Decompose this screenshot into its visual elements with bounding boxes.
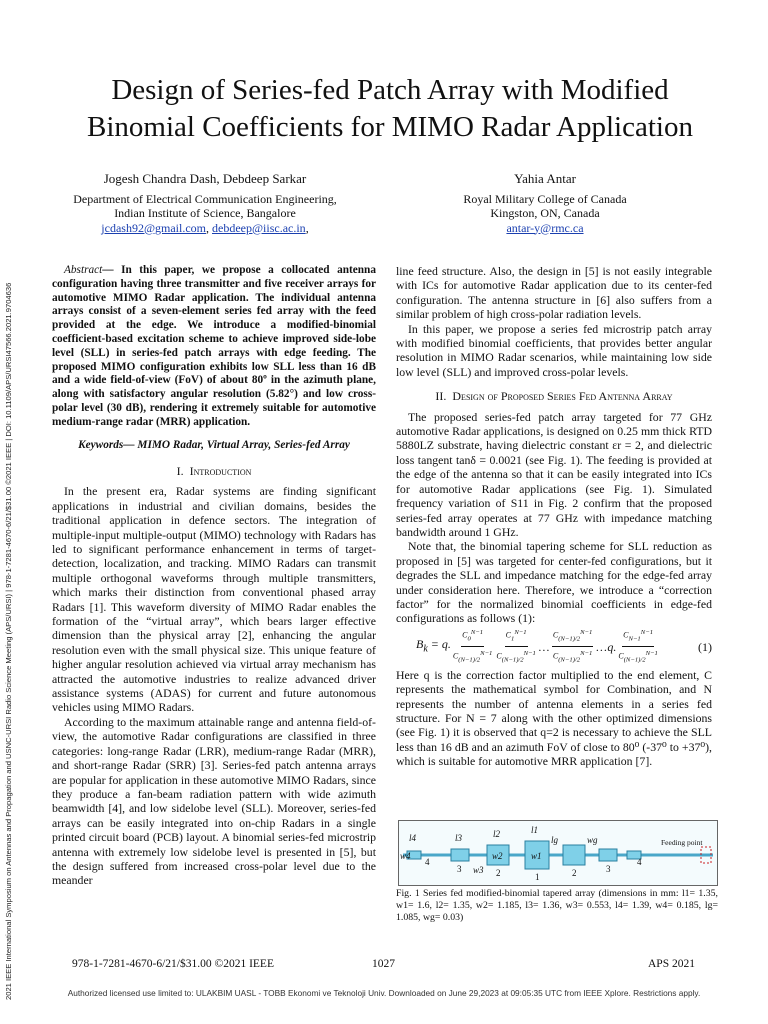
section-1-heading	[52, 464, 376, 478]
element-label-1: 4	[425, 857, 430, 867]
keywords: Keywords— MIMO Radar, Virtual Array, Series-fed Array	[78, 438, 350, 451]
abstract-label: Abstract	[64, 264, 103, 276]
footer-left: 978-1-7281-4670-6/21/$31.00 ©2021 IEEE	[72, 958, 274, 970]
figure-1	[398, 820, 718, 886]
author-inst-2: Royal Military College of Canada	[463, 191, 627, 206]
author-names-2: Yahia Antar	[514, 171, 576, 186]
abstract	[52, 264, 376, 430]
section-2-paragraph-2: Note that, the binomial tapering scheme for SLL reduction as proposed in [5] was targeted for center-fed configurations, but it degrades the SLL and impedance matching for the edge-fed array under consideration here. Therefore, we introduce a “correction factor” for the normalized binomial coefficients in edge-fed configurations as follows (1):	[396, 539, 712, 626]
email-link-3[interactable]: antar-y@rmc.ca	[506, 220, 584, 235]
series-fed-array-diagram	[399, 821, 717, 885]
eq-frac-4: $\frac{C_{N-1}^{N-1}}{C_{(N-1)/2}^{N-1}}$	[618, 626, 657, 668]
section-1-title: Introduction	[189, 463, 252, 478]
intro-paragraph-2: According to the maximum attainable range and antenna field-of-view, the automotive Radar configurations are classified in three categories: long-range Radar (LRR), medium-range Radar (MRR), and short-range Radar (SRR) [3]. Series-fed patch antenna arrays are popular for application in these automotive MIMO Radars, since they produce a fan-beam radiation pattern with wide azimuth beamwidth [4], and low sidelobe level (SLL). Moreover, series-fed arrays can be easily integrated into on-chip Radars in a single printed circuit board (PCB) layout. A binomial series-fed microstrip antenna with extremely low sidelobe level is presented in [5], but the design suffered from increased cross-polar level due to the meander	[52, 714, 376, 888]
title-line-2: Binomial Coefficients for MIMO Radar Application	[87, 111, 693, 143]
license-note: Authorized licensed use limited to: ULAKBIM UASL - TOBB Ekonomi ve Teknoloji Univ. Downloaded on June 29,2023 at 09:05:35 UTC from IEEE Xplore. Restrictions apply.	[67, 988, 701, 998]
element-label-4: 1	[535, 872, 540, 882]
element-label-3: 2	[496, 868, 501, 878]
doi-sidebar-text: 2021 IEEE International Symposium on Antennas and Propagation and USNC-URSI Radio Science Meeting (APS/URSI) | 978-1-7281-4670-6/21/$31.00 ©2021 IEEE | DOI: 10.1109/APS/URSI47566.2021.9704636	[4, 282, 13, 1000]
label-w4: w4	[400, 851, 411, 861]
email-separator: ,	[206, 220, 212, 235]
left-column	[52, 264, 376, 888]
email-link-2[interactable]: debdeep@iisc.ac.in	[212, 220, 306, 235]
figure-1-caption: Fig. 1 Series fed modified-binomial tapered array (dimensions in mm: l1= 1.35, w1= 1.6, l2= 1.35, w2= 1.185, l3= 1.36, w3= 0.553, l4= 1.39, w4= 0.185, lg= 1.085, wg= 0.03)	[396, 888, 718, 923]
author-block-2	[420, 172, 670, 235]
abstract-text: — In this paper, we propose a collocated antenna configuration having three transmitter and five receiver arrays for automotive MIMO Radar application. The individual antenna arrays consist of a seven-element series fed array with the feed provided at the edge. We introduce a modified-binomial coefficient-based excitation scheme to achieve improved side-lobe level (SLL) in series-fed patch arrays with edge feeding. The proposed MIMO configuration exhibits low SLL less than 16 dB and a wide field-of-view (FoV) of about 80º in the azimuth plane, along with satisfactory angular resolution (5.82°) and low cross-polar level (30 dB), rendering it extremely suitable for automotive medium-range radar (MRR) application.	[52, 264, 376, 428]
label-l1: l1	[531, 825, 539, 835]
label-l3: l3	[455, 833, 463, 843]
element-label-5: 2	[572, 868, 577, 878]
right-paragraph-2: In this paper, we propose a series fed microstrip patch array with modified binomial coefficients, that provides better angular resolution in MIMO Radar scenarios, while maintaining low side low level (SLL) and improved cross-polar levels.	[396, 321, 712, 379]
label-wg: wg	[587, 835, 598, 845]
eq-b: B	[416, 636, 424, 651]
element-label-2: 3	[457, 864, 462, 874]
section-2-paragraph-1: The proposed series-fed patch array targeted for 77 GHz automotive Radar applications, is designed on 0.25 mm thick RTD 5880LZ substrate, having dielectric constant εr = 2, and dielectric loss tangent tanδ = 0.0021 (see Fig. 1). The feeding is provided at the edge of the antenna so that it can be easily integrated into ICs for automotive Radar applications (see Fig. 1). Simulated frequency variation of S11 in Fig. 2 confirm that the proposed series-fed array operates at 77 GHz with impedance matching bandwidth around 1 GHz.	[396, 409, 712, 539]
eq-k: k	[423, 643, 428, 655]
section-1-number: I.	[176, 463, 184, 478]
intro-paragraph-1: In the present era, Radar systems are finding significant applications in industrial and civilian domains, besides the traditional application in defence sectors. The integration of multiple-input multiple-output (MIMO) technology with Radars has led to significant performance enhancement in terms of target-detection, localization, and tracking. MIMO Radars can transmit multiple orthogonal waveforms through multiple transmitters, which marks their distinction from conventional phased array Radars [1]. This waveform diversity of MIMO Radar enables the formation of the “virtual array”, which bears larger effective dimension than the physical array [2], enhancing the angular resolution even with the small physical size. This unique feature of higher angular resolution achieved via virtual array mechanism has attracted the automotive industries to realize advanced driver assistance systems (ADAS) for current and future autonomous vehicles using MIMO Radars.	[52, 484, 376, 715]
author-emails-2	[420, 221, 670, 236]
footer-page-number: 1027	[372, 958, 395, 970]
label-w2: w2	[492, 851, 503, 861]
section-2-paragraph-3: Here q is the correction factor multiplied to the end element, C represents the mathematical symbol for Combination, and N represents the number of antenna elements in a series fed structure. For N = 7 along with the other optimized dimensions (see Fig. 1) it is observed that q=2 is necessary to achieve the SLL less than 16 dB and an azimuth FoV of close to 80⁰ (-37⁰ to +37⁰), which is suitable for automotive MRR application [7].	[396, 667, 712, 769]
section-2-title: Design of Proposed Series Fed Antenna Array	[452, 389, 673, 404]
eq-frac-3: $\frac{C_{(N-1)/2}^{N-1}}{C_{(N-1)/2}^{N-1}}$	[552, 626, 593, 668]
patch-3-left	[451, 849, 469, 861]
feeding-point-label: Feeding point	[661, 838, 703, 847]
element-label-7: 4	[637, 857, 642, 867]
label-l2: l2	[493, 829, 501, 839]
section-2-number: II.	[435, 389, 447, 404]
author-dept-1: Department of Electrical Communication Engineering,	[73, 191, 337, 206]
patch-3-right	[599, 849, 617, 861]
footer-right: APS 2021	[648, 958, 695, 970]
right-column	[396, 264, 712, 769]
author-emails-1	[40, 221, 370, 236]
email-trail: ,	[305, 220, 309, 235]
eq-q: q	[441, 636, 448, 651]
equation-lhs: $B_k = q$.	[416, 636, 451, 655]
doi-sidebar	[2, 70, 16, 1000]
author-place-2: Kingston, ON, Canada	[490, 206, 600, 220]
patch-2-right	[563, 845, 585, 865]
title-line-1: Design of Series-fed Patch Array with Modified	[111, 74, 669, 106]
author-block-1	[40, 172, 370, 235]
label-l4: l4	[409, 833, 417, 843]
label-w1: w1	[531, 851, 542, 861]
equation-1: $B_k = q$. $\frac{C_0^{N-1}}{C_{(N-1)/2}^{N-1}}$ $\frac{C_1^{N-1}}{C_{(N-1)/2}^{N-1}}$ … $\frac{C_{(N-1)/2}^{N-1}}{C_{(N-1)/2}^{N-1}}$ … q. $\frac{C_{N-1}^{N-1}}{C_{(N-1)/2}^{N-1}}$ (1)	[396, 630, 712, 664]
eq-frac-2: $\frac{C_1^{N-1}}{C_{(N-1)/2}^{N-1}}$	[496, 626, 535, 668]
label-w3: w3	[473, 865, 484, 875]
right-paragraph-1: line feed structure. Also, the design in [5] is not easily integrable with ICs for automotive Radar application due to its center-fed configuration. The antenna structure in [6] also suffers from a similar problem of high cross-polar radiation levels.	[396, 264, 712, 322]
eq-frac-1: $\frac{C_0^{N-1}}{C_{(N-1)/2}^{N-1}}$	[453, 626, 492, 668]
email-link-1[interactable]: jcdash92@gmail.com	[101, 220, 206, 235]
author-inst-1: Indian Institute of Science, Bangalore	[114, 206, 296, 220]
author-names-1: Jogesh Chandra Dash, Debdeep Sarkar	[103, 171, 307, 186]
equation-number: (1)	[698, 639, 712, 654]
element-label-6: 3	[606, 864, 611, 874]
section-2-heading	[396, 389, 712, 403]
paper-title	[40, 72, 740, 146]
label-lg: lg	[551, 835, 559, 845]
